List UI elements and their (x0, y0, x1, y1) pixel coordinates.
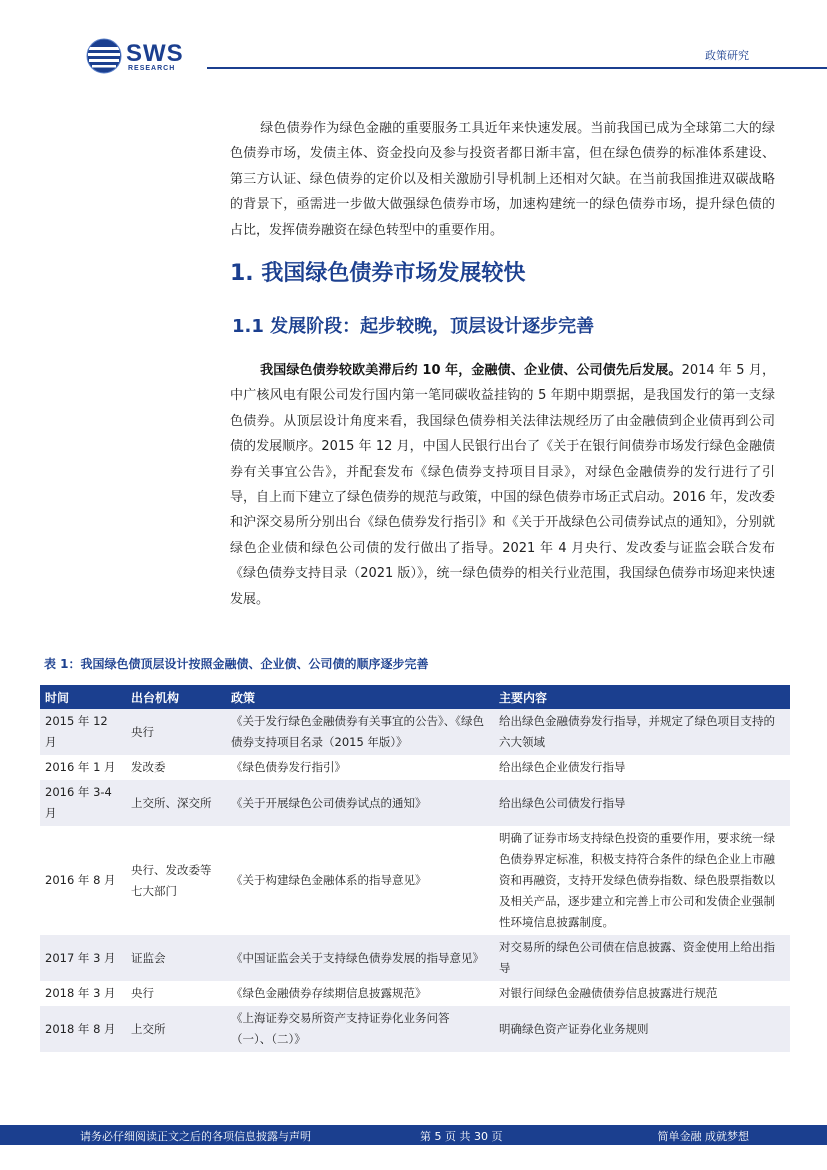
footer-disclaimer: 请务必仔细阅读正文之后的各项信息披露与声明 (80, 1130, 311, 1143)
table-row (40, 709, 790, 755)
cell-content: 给出绿色企业债发行指导 (499, 760, 626, 774)
table-row (40, 1006, 790, 1052)
sws-logo-icon (86, 38, 122, 74)
table-caption: 表 1：我国绿色债顶层设计按照金融债、企业债、公司债的顺序逐步完善 (44, 657, 429, 671)
logo-text: SWS (126, 40, 184, 67)
cell-content: 明确绿色资产证券化业务规则 (494, 1006, 790, 1052)
cell-content: 给出绿色金融债券发行指导，并规定了绿色项目支持的六大领域 (494, 709, 790, 755)
cell-policy: 《绿色金融债券存续期信息披露规范》 (231, 986, 427, 1000)
cell-agency: 央行 (126, 709, 226, 755)
logo-subtext: RESEARCH (128, 65, 176, 72)
cell-agency: 发改委 (131, 760, 166, 774)
paragraph-body: 2014 年 5 月，中广核风电有限公司发行国内第一笔同碳收益挂钩的 5 年期中期票据，是我国发行的第一支绿色债券。从顶层设计角度来看，我国绿色债券相关法律法规经历了由金融债到企业债再到公司债的发展顺序。2015 年 12 月，中国人民银行出台了《关于在银行间债券市场发行绿色金融债券有关事宜公告》，并配套发布《绿色债券支持项目目录》，对绿色金融债券的发行进行了引导，自上而下建立了绿色债券的规范与政策，中国的绿色债券市场正式启动。2016 年，发改委和沪深交易所分别出台《绿色债券发行指引》和《关于开战绿色公司债券试点的通知》，分别就绿色企业债和绿色公司债的发行做出了指导。2021 年 4 月央行、发改委与证监会联合发布《绿色债券支持目录（2021 版）》，统一绿色债券的相关行业范围，我国绿色债券市场迎来快速发展。 (230, 363, 775, 607)
footer-slogan: 简单金融 成就梦想 (657, 1130, 749, 1143)
table-row (40, 826, 790, 935)
cell-content: 对交易所的绿色公司债在信息披露、资金使用上给出指导 (494, 935, 790, 981)
col-header-agency: 出台机构 (126, 685, 226, 709)
cell-policy: 《关于开展绿色公司债券试点的通知》 (226, 780, 494, 826)
cell-agency: 央行、发改委等七大部门 (131, 862, 212, 898)
intro-text: 绿色债券作为绿色金融的重要服务工具近年来快速发展。当前我国已成为全球第二大的绿色债券市场，发债主体、资金投向及参与投资者都日渐丰富，但在绿色债券的标准体系建设、第三方认证、绿色债券的定价以及相关激励引导机制上还相对欠缺。在当前我国推进双碳战略的背景下，亟需进一步做大做强绿色债券市场，加速构建统一的绿色债券市场，提升绿色债的占比，发挥债券融资在绿色转型中的重要作用。 (230, 121, 775, 238)
cell-policy: 《关于构建绿色金融体系的指导意见》 (231, 873, 427, 887)
cell-agency: 央行 (131, 986, 154, 1000)
header-section-label: 政策研究 (705, 49, 749, 62)
table-row (40, 755, 790, 780)
cell-time: 2018 年 8 月 (40, 1006, 126, 1052)
paragraph-lead: 我国绿色债券较欧美滞后约 10 年，金融债、企业债、公司债先后发展。 (260, 363, 682, 378)
cell-policy: 《关于发行绿色金融债券有关事宜的公告》、《绿色债券支持项目名录（2015 年版）》 (226, 709, 494, 755)
cell-time: 2016 年 3-4 月 (40, 780, 126, 826)
cell-content: 对银行间绿色金融债债券信息披露进行规范 (499, 986, 718, 1000)
table-row (40, 780, 790, 826)
table-row (40, 935, 790, 981)
cell-content: 明确了证券市场支持绿色投资的重要作用，要求统一绿色债券界定标准，积极支持符合条件的绿色企业上市融资和再融资，支持开发绿色债券指数、绿色股票指数以及相关产品，逐步建立和完善上市公司和发债企业强制性环境信息披露制度。 (499, 831, 775, 929)
cell-content: 给出绿色公司债发行指导 (494, 780, 790, 826)
section-heading: 1. 我国绿色债券市场发展较快 (230, 261, 526, 286)
cell-agency: 上交所、深交所 (126, 780, 226, 826)
table-header-row (40, 685, 790, 709)
table-row (40, 981, 790, 1006)
cell-time: 2016 年 8 月 (45, 873, 116, 887)
cell-time: 2017 年 3 月 (40, 935, 126, 981)
cell-policy: 《绿色债券发行指引》 (231, 760, 346, 774)
page-header (0, 0, 827, 82)
policy-table (40, 685, 790, 1052)
cell-time: 2015 年 12 月 (40, 709, 126, 755)
cell-policy: 《上海证券交易所资产支持证券化业务问答（一）、（二）》 (226, 1006, 494, 1052)
header-divider (207, 67, 827, 69)
footer-page-number: 第 5 页 共 30 页 (420, 1130, 503, 1143)
cell-time: 2016 年 1 月 (45, 760, 116, 774)
cell-policy: 《中国证监会关于支持绿色债券发展的指导意见》 (226, 935, 494, 981)
col-header-time: 时间 (40, 685, 126, 709)
subsection-heading: 1.1 发展阶段：起步较晚，顶层设计逐步完善 (232, 316, 595, 337)
section-paragraph (230, 358, 775, 612)
col-header-policy: 政策 (226, 685, 494, 709)
cell-agency: 证监会 (126, 935, 226, 981)
sws-logo (86, 38, 206, 78)
intro-paragraph (230, 116, 775, 243)
cell-time: 2018 年 3 月 (45, 986, 116, 1000)
col-header-content: 主要内容 (494, 685, 790, 709)
cell-agency: 上交所 (126, 1006, 226, 1052)
